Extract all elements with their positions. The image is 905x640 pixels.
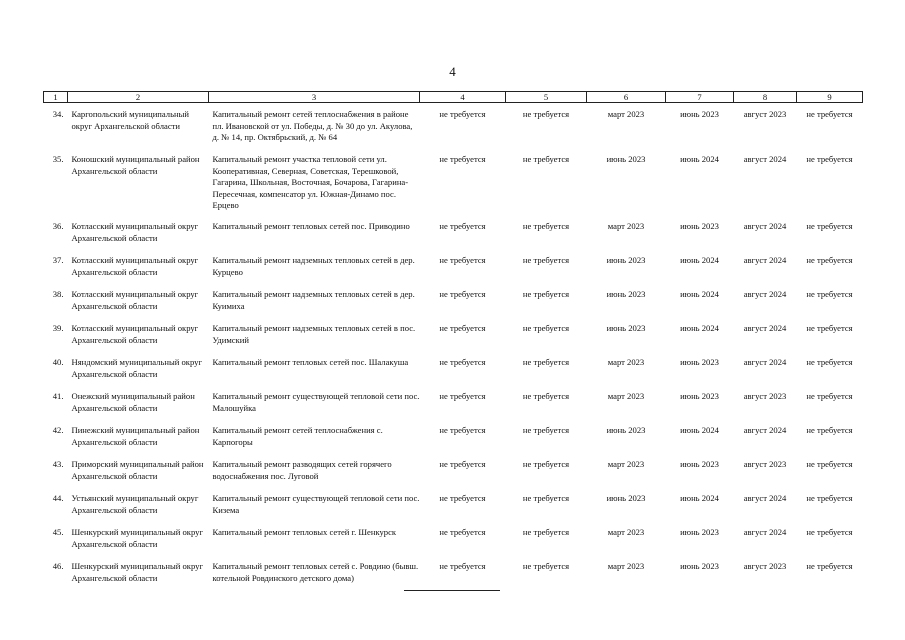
start-date-cell: март 2023 (607, 561, 645, 571)
column-9-cell: не требуется (806, 109, 853, 119)
completion-date-cell: август 2023 (743, 561, 787, 571)
column-4-cell: не требуется (439, 391, 486, 401)
table-row (44, 355, 863, 389)
table-row (44, 287, 863, 321)
column-4-cell: не требуется (439, 221, 486, 231)
completion-date-cell: август 2024 (743, 289, 787, 299)
table-body (44, 103, 863, 594)
row-number-cell: 43. (52, 459, 64, 469)
column-5-cell: не требуется (522, 561, 570, 571)
end-date-cell: июнь 2023 (680, 357, 719, 367)
table-row (44, 321, 863, 355)
column-5-cell: не требуется (522, 289, 570, 299)
table-row (44, 103, 863, 153)
column-4-cell: не требуется (439, 527, 486, 537)
start-date-cell: июнь 2023 (606, 425, 646, 435)
end-date-cell: июнь 2024 (680, 289, 719, 299)
work-description-cell: Капитальный ремонт существующей тепловой сети пос. Малошуйка (212, 391, 420, 413)
end-date-cell: июнь 2024 (680, 154, 719, 164)
row-number-cell: 34. (52, 109, 64, 119)
start-date-cell: июнь 2023 (606, 323, 646, 333)
column-header: 2 (68, 92, 209, 103)
completion-date-cell: август 2024 (743, 527, 787, 537)
work-description-cell: Капитальный ремонт существующей тепловой сети пос. Кизема (212, 493, 420, 515)
column-4-cell: не требуется (439, 109, 486, 119)
completion-date-cell: август 2023 (743, 109, 787, 119)
column-5-cell: не требуется (522, 255, 570, 265)
column-header: 3 (209, 92, 420, 103)
row-number-cell: 44. (52, 493, 64, 503)
column-9-cell: не требуется (806, 154, 853, 164)
municipality-cell: Котласский муниципальный округ Архангельской области (71, 289, 199, 311)
column-9-cell: не требуется (806, 527, 853, 537)
column-header: 4 (420, 92, 506, 103)
column-9-cell: не требуется (806, 561, 853, 571)
municipality-cell: Устьянский муниципальный округ Архангельской области (71, 493, 199, 515)
municipality-cell: Котласский муниципальный округ Архангельской области (71, 323, 199, 345)
column-9-cell: не требуется (806, 391, 853, 401)
column-5-cell: не требуется (522, 221, 570, 231)
end-date-cell: июнь 2024 (680, 425, 719, 435)
column-4-cell: не требуется (439, 561, 486, 571)
work-description-cell: Капитальный ремонт сетей теплоснабжения в районе пл. Ивановской от ул. Победы, д. № 30 до ул. Акулова, д. № 14, пр. Октябрьский, д. № 64 (212, 109, 413, 142)
page-number: 4 (449, 64, 456, 79)
municipality-cell: Пинежский муниципальный район Архангельской области (71, 425, 200, 447)
end-date-cell: июнь 2023 (680, 109, 719, 119)
end-date-cell: июнь 2023 (680, 561, 719, 571)
municipality-cell: Каргопольский муниципальный округ Архангельской области (71, 109, 189, 131)
column-4-cell: не требуется (439, 323, 486, 333)
completion-date-cell: август 2024 (743, 255, 787, 265)
column-header: 9 (797, 92, 863, 103)
start-date-cell: июнь 2023 (606, 289, 646, 299)
start-date-cell: март 2023 (607, 459, 645, 469)
column-header: 8 (734, 92, 797, 103)
table-row (44, 152, 863, 219)
work-description-cell: Капитальный ремонт надземных тепловых сетей в дер. Куимиха (212, 289, 415, 311)
municipality-cell: Котласский муниципальный округ Архангельской области (71, 255, 199, 277)
row-number-cell: 37. (52, 255, 64, 265)
end-date-cell: июнь 2024 (680, 323, 719, 333)
end-date-cell: июнь 2023 (680, 459, 719, 469)
column-5-cell: не требуется (522, 425, 570, 435)
end-date-cell: июнь 2024 (680, 255, 719, 265)
column-9-cell: не требуется (806, 221, 853, 231)
municipality-cell: Приморский муниципальный район Архангельской области (71, 459, 204, 481)
work-description-cell: Капитальный ремонт тепловых сетей пос. Приводино (212, 221, 410, 231)
table-row (44, 559, 863, 593)
start-date-cell: март 2023 (607, 527, 645, 537)
column-4-cell: не требуется (439, 289, 486, 299)
start-date-cell: июнь 2023 (606, 154, 646, 164)
municipality-cell: Коношский муниципальный район Архангельской области (71, 154, 200, 176)
column-9-cell: не требуется (806, 459, 853, 469)
row-number-cell: 42. (52, 425, 64, 435)
column-4-cell: не требуется (439, 154, 486, 164)
work-description-cell: Капитальный ремонт разводящих сетей горячего водоснабжения пос. Луговой (212, 459, 392, 481)
end-date-cell: июнь 2023 (680, 391, 719, 401)
row-number-cell: 41. (52, 391, 64, 401)
completion-date-cell: август 2024 (743, 357, 787, 367)
column-5-cell: не требуется (522, 391, 570, 401)
row-number-cell: 40. (52, 357, 64, 367)
work-description-cell: Капитальный ремонт тепловых сетей пос. Шалакуша (212, 357, 409, 367)
table-row (44, 423, 863, 457)
completion-date-cell: август 2023 (743, 459, 787, 469)
column-5-cell: не требуется (522, 527, 570, 537)
column-4-cell: не требуется (439, 425, 486, 435)
table-row (44, 491, 863, 525)
column-5-cell: не требуется (522, 493, 570, 503)
end-date-cell: июнь 2024 (680, 493, 719, 503)
municipality-cell: Онежский муниципальный район Архангельской области (71, 391, 195, 413)
column-numbers-row (44, 92, 863, 103)
row-number-cell: 39. (52, 323, 64, 333)
column-4-cell: не требуется (439, 493, 486, 503)
table-row (44, 219, 863, 253)
work-description-cell: Капитальный ремонт надземных тепловых сетей в пос. Удимский (212, 323, 416, 345)
row-number-cell: 45. (52, 527, 64, 537)
column-9-cell: не требуется (806, 323, 853, 333)
column-5-cell: не требуется (522, 357, 570, 367)
completion-date-cell: август 2024 (743, 323, 787, 333)
work-description-cell: Капитальный ремонт сетей теплоснабжения с. Карпогоры (212, 425, 383, 447)
column-9-cell: не требуется (806, 425, 853, 435)
row-number-cell: 35. (52, 154, 64, 164)
table-row (44, 389, 863, 423)
column-9-cell: не требуется (806, 255, 853, 265)
schedule-table (43, 91, 863, 593)
completion-date-cell: август 2023 (743, 391, 787, 401)
column-header: 7 (666, 92, 734, 103)
municipality-cell: Шенкурский муниципальный округ Архангельской области (71, 527, 203, 549)
column-header: 6 (587, 92, 666, 103)
start-date-cell: март 2023 (607, 221, 645, 231)
column-5-cell: не требуется (522, 109, 570, 119)
start-date-cell: март 2023 (607, 357, 645, 367)
row-number-cell: 36. (52, 221, 64, 231)
column-header: 1 (44, 92, 68, 103)
municipality-cell: Няндомский муниципальный округ Архангельской области (71, 357, 202, 379)
column-9-cell: не требуется (806, 289, 853, 299)
start-date-cell: март 2023 (607, 391, 645, 401)
municipality-cell: Шенкурский муниципальный округ Архангельской области (71, 561, 203, 583)
start-date-cell: июнь 2023 (606, 255, 646, 265)
table-row (44, 457, 863, 491)
column-4-cell: не требуется (439, 255, 486, 265)
column-4-cell: не требуется (439, 459, 486, 469)
start-date-cell: июнь 2023 (606, 493, 646, 503)
column-4-cell: не требуется (439, 357, 486, 367)
row-number-cell: 38. (52, 289, 64, 299)
completion-date-cell: август 2024 (743, 493, 787, 503)
work-description-cell: Капитальный ремонт участка тепловой сети ул. Кооперативная, Северная, Советская, Терешковой, Гагарина, Школьная, Восточная, Бочарова, Гагарина-Пересечная, компенсатор ул. Южная-Динамо пос. Ерцево (212, 154, 409, 210)
row-number-cell: 46. (52, 561, 64, 571)
table-row (44, 253, 863, 287)
completion-date-cell: август 2024 (743, 221, 787, 231)
end-date-cell: июнь 2023 (680, 527, 719, 537)
column-5-cell: не требуется (522, 154, 570, 164)
municipality-cell: Котласский муниципальный округ Архангельской области (71, 221, 199, 243)
completion-date-cell: август 2024 (743, 154, 787, 164)
start-date-cell: март 2023 (607, 109, 645, 119)
end-date-cell: июнь 2023 (680, 221, 719, 231)
completion-date-cell: август 2024 (743, 425, 787, 435)
column-header: 5 (506, 92, 587, 103)
work-description-cell: Капитальный ремонт надземных тепловых сетей в дер. Курцево (212, 255, 415, 277)
work-description-cell: Капитальный ремонт тепловых сетей г. Шенкурск (212, 527, 397, 537)
column-5-cell: не требуется (522, 323, 570, 333)
column-9-cell: не требуется (806, 357, 853, 367)
work-description-cell: Капитальный ремонт тепловых сетей с. Ровдино (бывш. котельной Ровдинского детского дома) (212, 561, 419, 583)
column-9-cell: не требуется (806, 493, 853, 503)
footer-divider (404, 590, 500, 591)
column-5-cell: не требуется (522, 459, 570, 469)
table-row (44, 525, 863, 559)
